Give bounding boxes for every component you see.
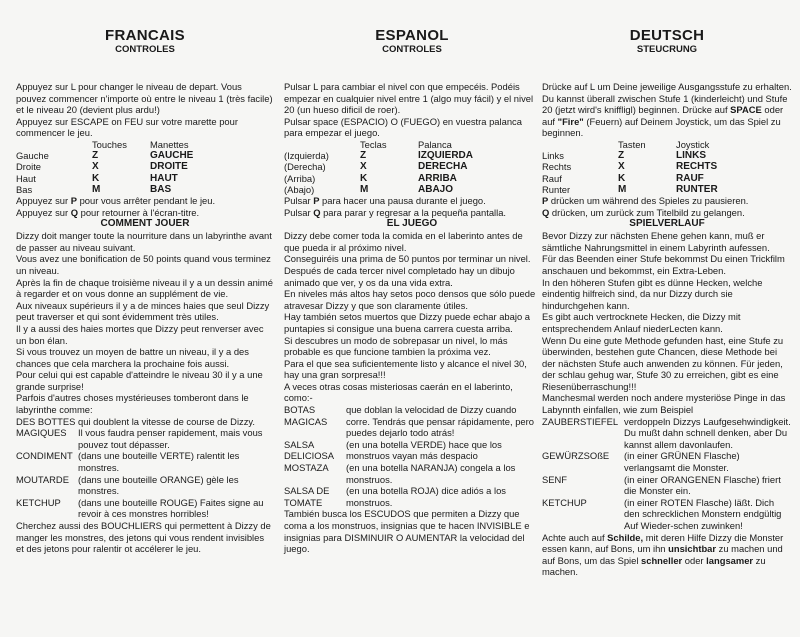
paragraph: In den höheren Stufen gibt es dünne Hecken, welche eindentig hilfreich sind, da nur Dizzy durch sie hindurchgehen kann. xyxy=(542,276,763,311)
control-joystick: ABAJO xyxy=(418,183,454,195)
control-joystick: DROITE xyxy=(150,161,188,173)
item-name: SENF xyxy=(542,473,568,485)
item-desc: que doblan la velocidad de Dizzy cuando xyxy=(346,404,517,416)
control-joystick: IZQUIERDA xyxy=(418,150,473,162)
item-name: KETCHUP xyxy=(542,496,587,508)
control-key: M xyxy=(360,183,369,195)
section-heading: SPIELVERLAUF xyxy=(629,218,705,230)
item-desc: (en una botella ROJA) dice adiós a los monstruos. xyxy=(346,485,506,508)
control-joystick: RECHTS xyxy=(676,161,718,173)
control-label: (Arriba) xyxy=(284,172,316,184)
language-title: DEUTSCH xyxy=(629,27,705,44)
control-label: (Izquierda) xyxy=(284,150,329,162)
control-joystick: DERECHA xyxy=(418,161,468,173)
control-key: K xyxy=(92,172,100,184)
control-key: K xyxy=(360,172,368,184)
table-header: Touches xyxy=(92,138,127,150)
column-francais xyxy=(16,0,274,555)
control-joystick: HAUT xyxy=(150,172,178,184)
item-desc: Il vous faudra penser rapidement, mais vous pouvez tout dépasser. xyxy=(78,427,263,450)
paragraph: Pour celui qui est capable d'atteindre le niveau 30 il y a une grande surprise! xyxy=(16,369,263,392)
item-list xyxy=(16,416,274,520)
paragraph: Si descubres un modo de sobrepasar un nivel, lo más probable es que funcione tambien la próxima vez. xyxy=(284,334,508,358)
section-subtitle: CONTROLES xyxy=(382,44,442,55)
control-label: (Derecha) xyxy=(284,161,326,173)
control-label: Runter xyxy=(542,183,571,195)
paragraph: Hay también setos muertos que Dizzy puede echar abajo a puntapies si consigue una buena carrera cuesta arriba. xyxy=(284,311,530,334)
paragraph: Parfois d'autres choses mystérieuses tomberont dans le labyrinthe comme: xyxy=(16,392,249,416)
paragraph: Appuyez sur L pour changer le niveau de depart. Vous pouvez commencer n'importe où entre le niveau 1 (très facile) et le niveau 20 (devient plus ardu!) xyxy=(16,81,273,116)
item-desc: (en una botella NARANJA) congela a los monstruos. xyxy=(346,462,516,485)
pause-instruction: P drücken um während des Spieles zu pausieren. xyxy=(542,194,749,206)
item-name: CONDIMENT xyxy=(16,450,73,462)
item-name: MOUTARDE xyxy=(16,473,69,485)
control-label: (Abajo) xyxy=(284,183,315,195)
paragraph: Aux niveaux supérieurs il y a de minces haies que seul Dizzy peut traverser et qui sont évidemment très utiles. xyxy=(16,299,270,323)
section-subtitle: CONTROLES xyxy=(115,44,175,55)
item-desc: monstruos vayan más despacio xyxy=(346,450,478,462)
quit-instruction: Pulsar Q para parar y regresar a la pequeña pantalla. xyxy=(284,206,507,218)
control-key: M xyxy=(618,183,627,195)
paragraph: Il y a aussi des haies mortes que Dizzy peut renverser avec un bon élan. xyxy=(16,322,264,346)
item-name: DES BOTTES xyxy=(16,415,76,427)
paragraph: Bevor Dizzy zur nächsten Ehene gehen kann, muß er sämtliche Nahrungsmittel in einem Labyrinth aufessen. xyxy=(542,230,770,253)
item-desc: (dans une bouteille VERTE) ralentit les monstres. xyxy=(78,450,240,474)
item-name: DELICIOSA xyxy=(284,450,335,462)
controls-table xyxy=(284,139,540,195)
paragraph: Achte auch auf Schilde, mit deren Hilfe Dizzy die Monster essen kann, auf Bons, um ihn unsichtbar zu machen und auf Bons, um das Spiel schneller oder langsamer zu machen. xyxy=(542,531,784,578)
quit-instruction: Q drücken, um zurück zum Titelbild zu gelangen. xyxy=(542,206,745,218)
item-name: MAGICAS xyxy=(284,415,328,427)
control-key: X xyxy=(92,161,99,173)
paragraph: Wenn Du eine gute Methode gefunden hast, eine Stufe zu überwinden, bestehen gute Chancen, diese Methode bei der nächsten Stufe auch anwenden zu können. Für jeden, der schlau gehug war, Stufe 30 zu erreichen, gibt es eine Riesenüberraschung!!! xyxy=(542,334,784,392)
item-desc: (en una botella VERDE) hace que los xyxy=(346,438,502,450)
control-label: Droite xyxy=(16,161,42,173)
paragraph: En niveles más altos hay setos poco densos que sólo puede atravesar Dizzy y que son claramente útiles. xyxy=(284,288,536,311)
paragraph: Après la fin de chaque troisième niveau il y a un dessin animé à regarder et on vous donne an supplément de vie. xyxy=(16,276,273,300)
pause-instruction: Appuyez sur P pour vous arrêter pendant le jeu. xyxy=(16,194,216,206)
control-joystick: LINKS xyxy=(676,150,706,162)
item-list xyxy=(284,404,540,508)
item-name: KETCHUP xyxy=(16,496,61,508)
section-heading: COMMENT JOUER xyxy=(100,218,190,230)
control-joystick: GAUCHE xyxy=(150,150,194,162)
item-desc: (in einer GRÜNEN Flasche) verlangsamt die Monster. xyxy=(624,450,740,474)
control-key: X xyxy=(360,161,367,173)
quit-instruction: Appuyez sur Q pour retourner à l'écran-titre. xyxy=(16,206,200,218)
paragraph: Dizzy debe comer toda la comida en el laberinto antes de que pueda ir al próximo nivel. xyxy=(284,230,523,253)
paragraph: Appuyez sur ESCAPE on FEU sur votre marette pour commencer le jeu. xyxy=(16,115,238,139)
column-deutsch xyxy=(542,0,792,578)
item-name: MOSTAZA xyxy=(284,462,329,474)
section-heading: EL JUEGO xyxy=(386,218,438,230)
paragraph: Cherchez aussi des BOUCHLIERS qui permettent à Dizzy de manger les monstres, des jetons qui vous rendent invisibles et des jetons pour ralentir ot accélerer le jeu. xyxy=(16,520,271,555)
pause-instruction: Pulsar P para hacer una pausa durante el juego. xyxy=(284,194,486,206)
control-label: Haut xyxy=(16,172,36,184)
paragraph: Dizzy doit manger toute la nourriture dans un labyrinthe avant de passer au niveau suivant. xyxy=(16,230,272,253)
paragraph: A veces otras cosas misteriosas caerán en el laberinto, como:- xyxy=(284,380,513,404)
control-joystick: ARRIBA xyxy=(418,172,457,184)
control-key: Z xyxy=(360,150,367,162)
control-joystick: BAS xyxy=(150,183,172,195)
item-name: SALSA xyxy=(284,438,315,450)
item-list xyxy=(542,416,792,532)
control-label: Links xyxy=(542,150,564,162)
item-name: SALSA DE TOMATE xyxy=(284,485,330,508)
control-label: Bas xyxy=(16,183,33,195)
control-key: X xyxy=(618,161,625,173)
table-header xyxy=(284,139,360,150)
paragraph: Vous avez une bonification de 50 points quand vous terminez un niveau. xyxy=(16,253,271,276)
item-desc: (in einer ROTEN Flasche) läßt. Dich den schrecklichen Monstern endgültig Auf Wieder-schen zuwinken! xyxy=(624,496,782,532)
paragraph: Für das Beenden einer Stufe bekommst Du einen Trickfilm anschauen und bekommst, ein Extra-Leben. xyxy=(542,253,785,276)
paragraph: Drücke auf L um Deine jeweilige Ausgangsstufe zu erhalten. Du kannst überall zwischen Stufe 1 (kinderleicht) und Stufe 20 (jetzt wird's kniffligl) beginnen. Drücke auf SPACE oder auf "Fire" (Feuern) auf Deinem Joystick, um das Spiel zu beginnen. xyxy=(542,81,792,139)
paragraph: Para el que sea suficientemente listo y alcance el nivel 30, hay una gran sorpresa!!! xyxy=(284,357,527,381)
table-header: Tasten xyxy=(618,138,646,150)
item-desc: (dans une bouteille ROUGE) Faites signe au revoir à ces monstres horribles! xyxy=(78,496,264,520)
paragraph: Pulsar L para cambiar el nivel con que empecéis. Podéis empezar en cualquier nivel entre 1 (algo muy fácil) y el nivel 20 (un hueso dificil de roer). xyxy=(284,81,534,116)
language-title: FRANCAIS xyxy=(105,27,185,44)
item-desc: corre. Tendrás que pensar rápidamente, pero puedes dejarlo todo atrás! xyxy=(346,415,534,439)
paragraph: Si vous trouvez un moyen de battre un niveau, il y a des chances que cela marchera la prochaine fois aussi. xyxy=(16,346,249,369)
item-name: GEWÜRZSOßE xyxy=(542,450,610,462)
control-label: Rechts xyxy=(542,161,572,173)
paragraph: También busca los ESCUDOS que permiten a Dizzy que coma a los monstruos, insignias que te hacen INVISIBLE e insignias para DISMINUIR O AUMENTAR la velocidad del juego. xyxy=(284,508,530,555)
table-header: Teclas xyxy=(360,138,387,150)
control-joystick: RUNTER xyxy=(676,183,718,195)
control-joystick: RAUF xyxy=(676,172,704,184)
control-key: K xyxy=(618,172,626,184)
column-espanol xyxy=(284,0,540,555)
control-key: Z xyxy=(92,150,99,162)
paragraph: Después de cada tercer nivel completado hay un dibujo animado que ver, y os da una vida extra. xyxy=(284,264,515,288)
item-desc: qui doublent la vitesse de course de Dizzy. xyxy=(78,415,256,427)
control-label: Gauche xyxy=(16,150,49,162)
controls-table xyxy=(16,139,274,195)
item-name: ZAUBERSTIEFEL xyxy=(542,415,619,427)
table-header: Palanca xyxy=(418,138,452,150)
item-name: MAGIQUES xyxy=(16,427,67,439)
paragraph: Pulsar space (ESPACIO) O (FUEGO) en vuestra palanca para empezar el juego. xyxy=(284,115,522,139)
controls-table xyxy=(542,139,792,195)
table-header: Manettes xyxy=(150,138,189,150)
item-desc: verdoppeln Dizzys Laufgesehwindigkeit. Du mußt dahn schnell denken, aber Du kannst allem davonlaufen. xyxy=(624,415,791,450)
paragraph: Conseguiréis una prima de 50 puntos por terminar un nivel. xyxy=(284,253,531,265)
control-key: M xyxy=(92,183,101,195)
item-desc: (in einer ORANGENEN Flasche) friert die Monster ein. xyxy=(624,473,781,497)
table-header xyxy=(16,139,92,150)
table-header: Joystick xyxy=(676,138,710,150)
control-label: Rauf xyxy=(542,172,562,184)
language-title: ESPANOL xyxy=(375,27,449,44)
control-key: Z xyxy=(618,150,625,162)
item-desc: (dans une bouteille ORANGE) gèle les monstres. xyxy=(78,473,239,497)
table-header xyxy=(542,139,618,150)
paragraph: Manchesmal werden noch andere mysteriöse Pinge in das Labynnth einfallen, wie zum Beispiel xyxy=(542,392,786,416)
item-name: BOTAS xyxy=(284,404,316,416)
paragraph: Es gibt auch vertrocknete Hecken, die Dizzy mit entsprechendem Anlauf niederLecten kann. xyxy=(542,311,741,334)
section-subtitle: STEUCRUNG xyxy=(636,44,698,55)
